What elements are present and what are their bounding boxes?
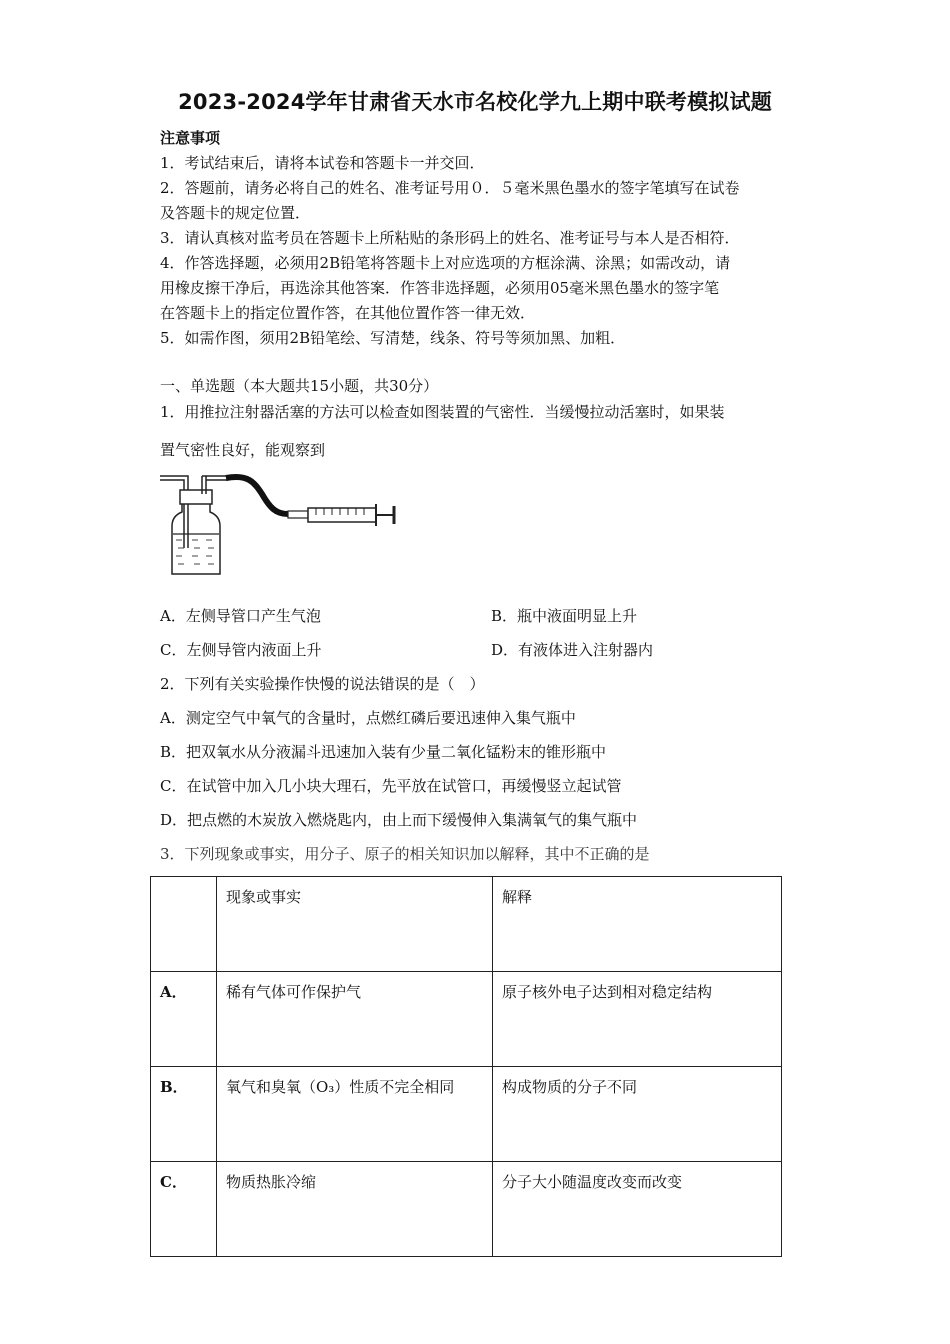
section-heading: 一、单选题（本大题共15小题，共30分） [160, 377, 439, 395]
table-header-row [151, 877, 782, 972]
row-explanation: 原子核外电子达到相对稳定结构 [493, 972, 782, 1067]
notice-line: 1．考试结束后，请将本试卷和答题卡一并交回． [160, 154, 485, 172]
notice-line: 5．如需作图，须用2B铅笔绘、写清楚，线条、符号等须加黑、加粗． [160, 329, 626, 347]
row-label: C． [151, 1162, 217, 1257]
row-label: A． [151, 972, 217, 1067]
notice-line: 3．请认真核对监考员在答题卡上所粘贴的条形码上的姓名、准考证号与本人是否相符． [160, 229, 740, 247]
notice-heading: 注意事项 [160, 129, 221, 147]
question-2-option-d: D．把点燃的木炭放入燃烧匙内，由上而下缓慢伸入集满氧气的集气瓶中 [160, 811, 638, 829]
apparatus-figure [158, 468, 403, 580]
question-1-option-d: D．有液体进入注射器内 [491, 641, 654, 659]
question-2-option-c: C．在试管中加入几小块大理石，先平放在试管口，再缓慢竖立起试管 [160, 777, 622, 795]
notice-line: 4．作答选择题，必须用2B铅笔将答题卡上对应选项的方框涂满、涂黑；如需改动，请 [160, 254, 731, 272]
notice-line: 在答题卡上的指定位置作答，在其他位置作答一律无效． [160, 304, 536, 322]
notice-line: 2．答题前，请务必将自己的姓名、准考证号用０．５毫米黑色墨水的签字笔填写在试卷 [160, 179, 740, 197]
table-header-explanation: 解释 [493, 877, 782, 972]
row-explanation: 构成物质的分子不同 [493, 1067, 782, 1162]
question-1-option-c: C．左侧导管内液面上升 [160, 641, 322, 659]
question-3-table [150, 876, 782, 1257]
table-header-fact: 现象或事实 [217, 877, 493, 972]
question-2-option-a: A．测定空气中氧气的含量时，点燃红磷后要迅速伸入集气瓶中 [160, 709, 576, 727]
question-1-option-b: B．瓶中液面明显上升 [491, 607, 638, 625]
row-label: B． [151, 1067, 217, 1162]
question-2-stem: 2．下列有关实验操作快慢的说法错误的是（ ） [160, 675, 485, 693]
row-fact: 稀有气体可作保护气 [217, 972, 493, 1067]
table-row [151, 1162, 782, 1257]
question-1-option-a: A．左侧导管口产生气泡 [160, 607, 321, 625]
table-row [151, 1067, 782, 1162]
notice-line: 及答题卡的规定位置． [160, 204, 311, 222]
table-row [151, 972, 782, 1067]
row-explanation: 分子大小随温度改变而改变 [493, 1162, 782, 1257]
notice-line: 用橡皮擦干净后，再选涂其他答案．作答非选择题，必须用05毫米黑色墨水的签字笔 [160, 279, 720, 297]
row-fact: 物质热胀冷缩 [217, 1162, 493, 1257]
question-2-option-b: B．把双氧水从分液漏斗迅速加入装有少量二氧化锰粉末的锥形瓶中 [160, 743, 607, 761]
question-1-stem-continued: 置气密性良好，能观察到 [160, 441, 326, 459]
table-cell [151, 877, 217, 972]
question-1-stem: 1．用推拉注射器活塞的方法可以检查如图装置的气密性．当缓慢拉动活塞时，如果装 [160, 403, 725, 421]
question-3-stem: 3．下列现象或事实，用分子、原子的相关知识加以解释，其中不正确的是 [160, 845, 650, 863]
row-fact: 氧气和臭氧（O₃）性质不完全相同 [217, 1067, 493, 1162]
page-title: 2023-2024学年甘肃省天水市名校化学九上期中联考模拟试题 [178, 90, 772, 114]
